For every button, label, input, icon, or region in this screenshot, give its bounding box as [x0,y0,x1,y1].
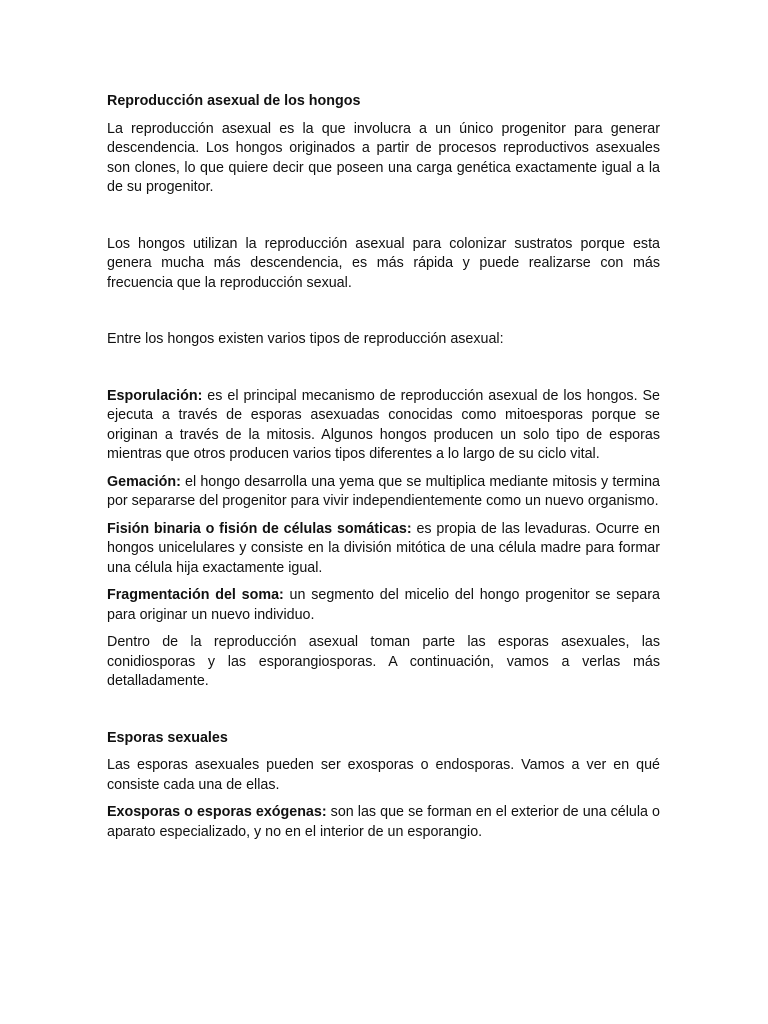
paragraph-intro: La reproducción asexual es la que involucra a un único progenitor para generar descendencia. Los hongos originados a partir de procesos reproductivos asexuales son clones, lo que quiere decir que poseen una carga genética exactamente igual a la de su progenitor. [107,120,660,195]
paragraph-colonizar: Los hongos utilizan la reproducción asexual para colonizar sustratos porque esta genera mucha más descendencia, es más rápida y puede realizarse con más frecuencia que la reproducción sexual. [107,235,660,291]
document-page [107,92,660,842]
definition-text: el hongo desarrolla una yema que se multiplica mediante mitosis y termina por separarse del progenitor para vivir independientemente como un nuevo organismo. [107,473,660,509]
definition-text: es el principal mecanismo de reproducción asexual de los hongos. Se ejecuta a través de esporas asexuadas conocidas como mitoesporas porque se originan a través de la mitosis. Algunos hongos producen un solo tipo de esporas mientras que otros producen varios tipos diferentes a lo largo de su ciclo vital. [107,387,660,462]
section-heading-reproduccion-asexual: Reproducción asexual de los hongos [107,93,361,109]
definition-term: Fisión binaria o fisión de células somáticas: [107,520,412,537]
definition-gemacion [107,473,660,512]
definition-exosporas [107,803,660,842]
definition-esporulacion [107,387,660,465]
paragraph-esporas-tipos: Dentro de la reproducción asexual toman parte las esporas asexuales, las conidiosporas y las esporangiosporas. A continuación, vamos a verlas más detalladamente. [107,634,660,689]
definition-term: Fragmentación del soma: [107,587,284,603]
definition-term: Gemación: [107,473,181,490]
paragraph-tipos-intro: Entre los hongos existen varios tipos de reproducción asexual: [107,331,504,347]
definition-term: Exosporas o esporas exógenas: [107,804,327,820]
section-heading-esporas-sexuales: Esporas sexuales [107,729,228,746]
definition-fragmentacion [107,586,660,625]
definition-fision-binaria [107,520,660,579]
definition-text: un segmento del micelio del hongo progenitor se separa para originar un nuevo individuo. [107,587,660,623]
definition-text: es propia de las levaduras. Ocurre en hongos unicelulares y consiste en la división mitótica de una célula madre para formar una célula hija exactamente igual. [107,520,660,576]
definition-text: son las que se forman en el exterior de una célula o aparato especializado, y no en el interior de un esporangio. [107,804,660,840]
paragraph-exo-endo: Las esporas asexuales pueden ser exosporas o endosporas. Vamos a ver en qué consiste cada una de ellas. [107,757,660,793]
definition-term: Esporulación: [107,387,203,404]
